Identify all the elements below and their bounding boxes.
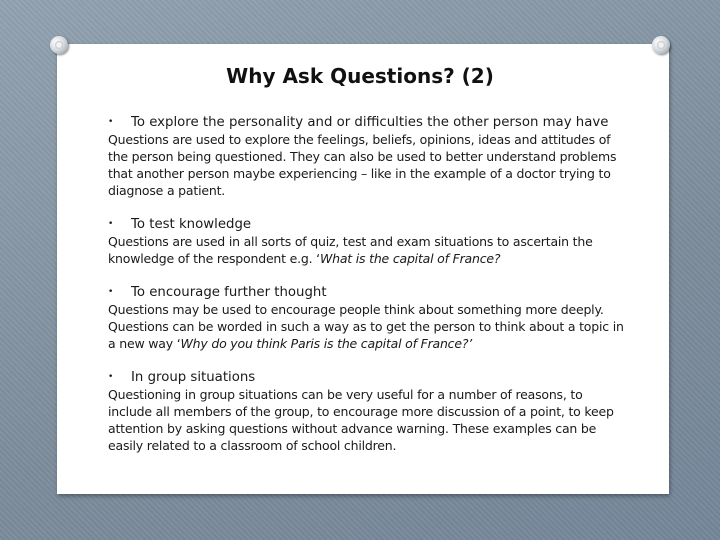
section-body-paragraph xyxy=(108,233,628,267)
slide-content xyxy=(108,114,628,471)
section-heading: In group situations xyxy=(131,370,256,385)
pushpin-right-icon xyxy=(652,36,670,54)
bullet-icon: • xyxy=(108,219,114,229)
section-body-paragraph xyxy=(108,301,628,352)
section-example-question: Why do you think Paris is the capital of France?’ xyxy=(180,336,473,351)
section-heading: To explore the personality and or difficulties the other person may have xyxy=(131,115,609,130)
pushpin-left-icon xyxy=(50,36,68,54)
section-test-knowledge xyxy=(108,216,628,267)
section-body: Questions may be used to encourage people think about something more deeply. Questions can be worded in such a way as to get the person to think about a topic in a new way ‘ xyxy=(108,302,624,351)
bullet-icon: • xyxy=(108,287,114,297)
section-heading: To test knowledge xyxy=(131,217,252,232)
section-explore-personality xyxy=(108,114,628,199)
section-body: Questions are used to explore the feelings, beliefs, opinions, ideas and attitudes of the person being questioned. They can also be used to better understand problems that another person maybe experiencing – like in the example of a doctor trying to diagnose a patient. xyxy=(108,132,617,198)
bullet-icon: • xyxy=(108,372,114,382)
section-encourage-thought xyxy=(108,284,628,352)
section-body: Questioning in group situations can be very useful for a number of reasons, to include all members of the group, to encourage more discussion of a point, to keep attention by asking questions without advance warning. These examples can be easily related to a classroom of school children. xyxy=(108,387,614,453)
section-example-question: What is the capital of France? xyxy=(319,251,501,266)
section-heading: To encourage further thought xyxy=(131,285,327,300)
bullet-icon: • xyxy=(108,117,114,127)
slide-title: Why Ask Questions? (2) xyxy=(226,64,494,88)
section-body: Questions are used in all sorts of quiz, test and exam situations to ascertain the knowledge of the respondent e.g. ‘ xyxy=(108,234,593,266)
section-group-situations xyxy=(108,369,628,454)
